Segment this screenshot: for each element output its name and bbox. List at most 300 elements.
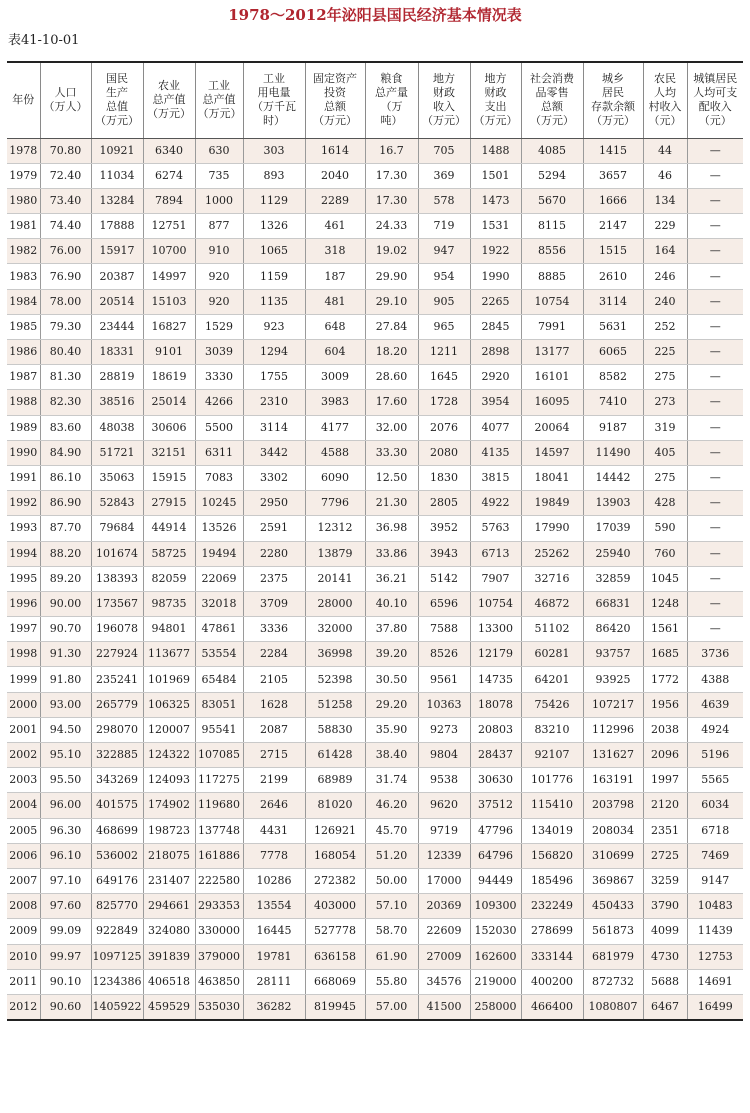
table-cell: 3336 — [243, 617, 305, 642]
table-cell: 4177 — [305, 415, 365, 440]
table-cell: 10754 — [470, 591, 521, 616]
table-cell: 604 — [305, 340, 365, 365]
table-cell: 18331 — [91, 340, 143, 365]
table-cell: 82.30 — [40, 390, 91, 415]
table-cell: 275 — [643, 465, 687, 490]
table-cell: 51721 — [91, 440, 143, 465]
table-cell: 590 — [643, 516, 687, 541]
table-cell: 65484 — [195, 667, 243, 692]
table-cell: 10363 — [418, 692, 470, 717]
table-row — [7, 743, 743, 768]
table-cell: 369 — [418, 163, 470, 188]
year-cell: 1995 — [7, 566, 40, 591]
table-cell: 6467 — [643, 994, 687, 1020]
table-row — [7, 516, 743, 541]
table-cell: 7588 — [418, 617, 470, 642]
table-cell: 13879 — [305, 541, 365, 566]
table-row — [7, 390, 743, 415]
table-cell: 12312 — [305, 516, 365, 541]
table-cell: 2105 — [243, 667, 305, 692]
table-cell: 11034 — [91, 163, 143, 188]
table-cell: 187 — [305, 264, 365, 289]
table-cell: 1248 — [643, 591, 687, 616]
table-cell: 32859 — [583, 566, 643, 591]
table-cell: 3657 — [583, 163, 643, 188]
table-cell: 630 — [195, 138, 243, 163]
table-cell: — — [687, 340, 743, 365]
table-cell: 231407 — [143, 868, 195, 893]
table-cell: 19.02 — [365, 239, 418, 264]
table-cell: 705 — [418, 138, 470, 163]
table-cell: 3114 — [583, 289, 643, 314]
table-cell: 10483 — [687, 894, 743, 919]
table-cell: 401575 — [91, 793, 143, 818]
table-cell: 25262 — [521, 541, 583, 566]
table-cell: 30606 — [143, 415, 195, 440]
table-cell: 7907 — [470, 566, 521, 591]
table-cell: 98735 — [143, 591, 195, 616]
table-cell: 30630 — [470, 768, 521, 793]
table-cell: 319 — [643, 415, 687, 440]
table-cell: 9804 — [418, 743, 470, 768]
table-cell: 31.74 — [365, 768, 418, 793]
table-cell: 35.90 — [365, 717, 418, 742]
table-cell: 5142 — [418, 566, 470, 591]
column-header: 国民 生产 总值 （万元） — [91, 62, 143, 138]
table-cell: 648 — [305, 314, 365, 339]
table-row — [7, 868, 743, 893]
table-cell: 9719 — [418, 818, 470, 843]
year-cell: 1997 — [7, 617, 40, 642]
page-title: 1978～2012年泌阳县国民经济基本情况表 — [228, 6, 522, 24]
table-cell: 4077 — [470, 415, 521, 440]
table-cell: — — [687, 214, 743, 239]
table-cell: 57.10 — [365, 894, 418, 919]
table-cell: 86.90 — [40, 491, 91, 516]
table-cell: 379000 — [195, 944, 243, 969]
year-cell: 1986 — [7, 340, 40, 365]
table-cell: 222580 — [195, 868, 243, 893]
table-cell: 330000 — [195, 919, 243, 944]
table-cell: 17.30 — [365, 188, 418, 213]
table-cell: 760 — [643, 541, 687, 566]
table-cell: 79.30 — [40, 314, 91, 339]
table-cell: 27915 — [143, 491, 195, 516]
table-cell: 9147 — [687, 868, 743, 893]
table-cell: 20387 — [91, 264, 143, 289]
table-cell: 5500 — [195, 415, 243, 440]
year-cell: 1978 — [7, 138, 40, 163]
table-cell: 450433 — [583, 894, 643, 919]
table-cell: 1531 — [470, 214, 521, 239]
table-row — [7, 214, 743, 239]
table-cell: 44 — [643, 138, 687, 163]
table-cell: 400200 — [521, 969, 583, 994]
table-cell: 229 — [643, 214, 687, 239]
table-cell: 126921 — [305, 818, 365, 843]
table-cell: 17039 — [583, 516, 643, 541]
table-cell: 466400 — [521, 994, 583, 1020]
table-cell: 5294 — [521, 163, 583, 188]
table-cell: 36.21 — [365, 566, 418, 591]
table-cell: 4730 — [643, 944, 687, 969]
table-cell: 78.00 — [40, 289, 91, 314]
table-cell: 22069 — [195, 566, 243, 591]
table-cell: 107085 — [195, 743, 243, 768]
table-cell: 35063 — [91, 465, 143, 490]
table-cell: 76.90 — [40, 264, 91, 289]
table-cell: 117275 — [195, 768, 243, 793]
table-cell: 22609 — [418, 919, 470, 944]
table-cell: 1211 — [418, 340, 470, 365]
table-cell: 28437 — [470, 743, 521, 768]
table-cell: 70.80 — [40, 138, 91, 163]
table-cell: 668069 — [305, 969, 365, 994]
table-cell: 4431 — [243, 818, 305, 843]
table-cell: 922849 — [91, 919, 143, 944]
table-row — [7, 667, 743, 692]
table-cell: 649176 — [91, 868, 143, 893]
table-cell: 303 — [243, 138, 305, 163]
table-cell: 391839 — [143, 944, 195, 969]
table-cell: 32151 — [143, 440, 195, 465]
table-cell: 235241 — [91, 667, 143, 692]
table-cell: 2898 — [470, 340, 521, 365]
table-cell: 1473 — [470, 188, 521, 213]
table-cell: 6718 — [687, 818, 743, 843]
table-cell: 93925 — [583, 667, 643, 692]
table-cell: 11490 — [583, 440, 643, 465]
table-cell: 561873 — [583, 919, 643, 944]
table-cell: 55.80 — [365, 969, 418, 994]
table-cell: 38516 — [91, 390, 143, 415]
table-cell: 3709 — [243, 591, 305, 616]
table-row — [7, 994, 743, 1020]
table-row — [7, 566, 743, 591]
column-header: 地方 财政 收入 （万元） — [418, 62, 470, 138]
table-row — [7, 793, 743, 818]
table-cell: 954 — [418, 264, 470, 289]
table-row — [7, 692, 743, 717]
table-cell: 79684 — [91, 516, 143, 541]
table-cell: — — [687, 491, 743, 516]
table-cell: 134 — [643, 188, 687, 213]
table-cell: 536002 — [91, 843, 143, 868]
table-cell: 333144 — [521, 944, 583, 969]
table-cell: 258000 — [470, 994, 521, 1020]
table-cell: 3039 — [195, 340, 243, 365]
table-cell: 14691 — [687, 969, 743, 994]
table-cell: 681979 — [583, 944, 643, 969]
table-cell: 1488 — [470, 138, 521, 163]
table-row — [7, 138, 743, 163]
table-cell: 2375 — [243, 566, 305, 591]
table-cell: 32.00 — [365, 415, 418, 440]
table-cell: 37.80 — [365, 617, 418, 642]
column-header: 农业 总产值 （万元） — [143, 62, 195, 138]
table-cell: 97.60 — [40, 894, 91, 919]
table-cell: 90.00 — [40, 591, 91, 616]
table-cell: — — [687, 617, 743, 642]
table-cell: 272382 — [305, 868, 365, 893]
table-cell: 86420 — [583, 617, 643, 642]
table-cell: 51.20 — [365, 843, 418, 868]
table-cell: 60281 — [521, 642, 583, 667]
table-cell: 14597 — [521, 440, 583, 465]
year-cell: 2012 — [7, 994, 40, 1020]
table-number: 表41-10-01 — [8, 33, 80, 48]
table-cell: 1415 — [583, 138, 643, 163]
table-cell: 905 — [418, 289, 470, 314]
table-cell: 6596 — [418, 591, 470, 616]
table-cell: — — [687, 390, 743, 415]
table-cell: 6274 — [143, 163, 195, 188]
table-cell: 2805 — [418, 491, 470, 516]
table-cell: 51102 — [521, 617, 583, 642]
economy-table — [7, 61, 743, 1021]
table-cell: 84.90 — [40, 440, 91, 465]
table-cell: 95.50 — [40, 768, 91, 793]
table-cell: 4922 — [470, 491, 521, 516]
table-row — [7, 440, 743, 465]
table-cell: 2610 — [583, 264, 643, 289]
table-row — [7, 944, 743, 969]
table-cell: — — [687, 440, 743, 465]
table-cell: 87.70 — [40, 516, 91, 541]
table-cell: 48038 — [91, 415, 143, 440]
table-cell: 2920 — [470, 365, 521, 390]
year-cell: 1999 — [7, 667, 40, 692]
table-cell: 1755 — [243, 365, 305, 390]
table-cell: 96.30 — [40, 818, 91, 843]
table-cell: 46 — [643, 163, 687, 188]
table-cell: — — [687, 314, 743, 339]
table-cell: 96.00 — [40, 793, 91, 818]
table-cell: 1830 — [418, 465, 470, 490]
column-header: 城乡 居民 存款余额 （万元） — [583, 62, 643, 138]
header-row — [7, 62, 743, 138]
table-cell: 19781 — [243, 944, 305, 969]
table-row — [7, 717, 743, 742]
year-cell: 1994 — [7, 541, 40, 566]
table-cell: 4588 — [305, 440, 365, 465]
table-cell: 97.10 — [40, 868, 91, 893]
table-cell: 12.50 — [365, 465, 418, 490]
table-row — [7, 843, 743, 868]
table-cell: 535030 — [195, 994, 243, 1020]
table-cell: 27009 — [418, 944, 470, 969]
table-cell: 1529 — [195, 314, 243, 339]
table-cell: 163191 — [583, 768, 643, 793]
table-cell: 81.30 — [40, 365, 91, 390]
table-cell: — — [687, 415, 743, 440]
table-cell: 8556 — [521, 239, 583, 264]
year-cell: 2001 — [7, 717, 40, 742]
table-cell: 405 — [643, 440, 687, 465]
table-cell: 4924 — [687, 717, 743, 742]
table-cell: 13903 — [583, 491, 643, 516]
table-cell: 12753 — [687, 944, 743, 969]
table-cell: 7778 — [243, 843, 305, 868]
table-cell: 93.00 — [40, 692, 91, 717]
table-cell: 196078 — [91, 617, 143, 642]
table-cell: 1990 — [470, 264, 521, 289]
table-cell: 51258 — [305, 692, 365, 717]
table-cell: — — [687, 516, 743, 541]
table-cell: 15917 — [91, 239, 143, 264]
table-cell: 164 — [643, 239, 687, 264]
table-cell: 4639 — [687, 692, 743, 717]
table-cell: 2284 — [243, 642, 305, 667]
table-cell: 115410 — [521, 793, 583, 818]
table-cell: 89.20 — [40, 566, 91, 591]
table-cell: 1097125 — [91, 944, 143, 969]
table-cell: 91.80 — [40, 667, 91, 692]
table-cell: 32716 — [521, 566, 583, 591]
column-header: 固定资产 投资 总额 （万元） — [305, 62, 365, 138]
table-cell: 1294 — [243, 340, 305, 365]
table-cell: 25940 — [583, 541, 643, 566]
table-cell: 3302 — [243, 465, 305, 490]
table-cell: 14997 — [143, 264, 195, 289]
table-cell: 16101 — [521, 365, 583, 390]
table-cell: 2096 — [643, 743, 687, 768]
table-cell: 7083 — [195, 465, 243, 490]
table-cell: 294661 — [143, 894, 195, 919]
table-cell: 58725 — [143, 541, 195, 566]
table-row — [7, 491, 743, 516]
table-cell: — — [687, 289, 743, 314]
table-cell: 28819 — [91, 365, 143, 390]
table-cell: 50.00 — [365, 868, 418, 893]
table-cell: 28.60 — [365, 365, 418, 390]
table-cell: 66831 — [583, 591, 643, 616]
table-cell: 318 — [305, 239, 365, 264]
year-cell: 1985 — [7, 314, 40, 339]
table-cell: 872732 — [583, 969, 643, 994]
table-cell: 46.20 — [365, 793, 418, 818]
table-cell: 6034 — [687, 793, 743, 818]
year-cell: 2005 — [7, 818, 40, 843]
table-cell: 28000 — [305, 591, 365, 616]
table-cell: 406518 — [143, 969, 195, 994]
table-cell: 965 — [418, 314, 470, 339]
table-cell: 920 — [195, 289, 243, 314]
table-cell: 40.10 — [365, 591, 418, 616]
table-cell: 403000 — [305, 894, 365, 919]
table-cell: 113677 — [143, 642, 195, 667]
table-cell: 101776 — [521, 768, 583, 793]
table-cell: 17990 — [521, 516, 583, 541]
table-cell: 28111 — [243, 969, 305, 994]
table-cell: 73.40 — [40, 188, 91, 213]
table-cell: 1645 — [418, 365, 470, 390]
table-cell: 825770 — [91, 894, 143, 919]
table-cell: 246 — [643, 264, 687, 289]
table-cell: 5565 — [687, 768, 743, 793]
table-cell: 33.30 — [365, 440, 418, 465]
table-cell: 16499 — [687, 994, 743, 1020]
table-cell: — — [687, 566, 743, 591]
table-cell: 173567 — [91, 591, 143, 616]
table-cell: 324080 — [143, 919, 195, 944]
table-cell: 278699 — [521, 919, 583, 944]
table-cell: 4266 — [195, 390, 243, 415]
table-cell: 2591 — [243, 516, 305, 541]
table-cell: 463850 — [195, 969, 243, 994]
table-cell: 5631 — [583, 314, 643, 339]
table-cell: 232249 — [521, 894, 583, 919]
table-cell: 8115 — [521, 214, 583, 239]
table-cell: 47796 — [470, 818, 521, 843]
table-cell: 1080807 — [583, 994, 643, 1020]
table-row — [7, 340, 743, 365]
table-cell: 1129 — [243, 188, 305, 213]
table-cell: 76.00 — [40, 239, 91, 264]
table-cell: 3790 — [643, 894, 687, 919]
table-cell: 86.10 — [40, 465, 91, 490]
table-cell: 17.60 — [365, 390, 418, 415]
year-cell: 2002 — [7, 743, 40, 768]
table-cell: 131627 — [583, 743, 643, 768]
table-cell: 1234386 — [91, 969, 143, 994]
year-cell: 2011 — [7, 969, 40, 994]
table-cell: 14735 — [470, 667, 521, 692]
table-cell: 3009 — [305, 365, 365, 390]
table-cell: 61428 — [305, 743, 365, 768]
table-cell: 47861 — [195, 617, 243, 642]
table-row — [7, 642, 743, 667]
table-cell: 10921 — [91, 138, 143, 163]
table-cell: 2950 — [243, 491, 305, 516]
year-cell: 1992 — [7, 491, 40, 516]
table-cell: 10700 — [143, 239, 195, 264]
table-cell: 23444 — [91, 314, 143, 339]
table-cell: 2080 — [418, 440, 470, 465]
year-cell: 1998 — [7, 642, 40, 667]
table-cell: 94449 — [470, 868, 521, 893]
table-cell: 58830 — [305, 717, 365, 742]
table-cell: 2289 — [305, 188, 365, 213]
table-cell: 3114 — [243, 415, 305, 440]
table-cell: — — [687, 465, 743, 490]
table-cell: 735 — [195, 163, 243, 188]
table-cell: 101674 — [91, 541, 143, 566]
table-cell: 1628 — [243, 692, 305, 717]
table-cell: — — [687, 138, 743, 163]
year-cell: 2008 — [7, 894, 40, 919]
table-cell: 16.7 — [365, 138, 418, 163]
table-cell: 923 — [243, 314, 305, 339]
table-cell: 6090 — [305, 465, 365, 490]
table-row — [7, 239, 743, 264]
table-row — [7, 264, 743, 289]
table-cell: 1614 — [305, 138, 365, 163]
table-cell: 1065 — [243, 239, 305, 264]
table-cell: 88.20 — [40, 541, 91, 566]
year-cell: 1982 — [7, 239, 40, 264]
table-cell: — — [687, 365, 743, 390]
table-cell: 578 — [418, 188, 470, 213]
table-cell: 6713 — [470, 541, 521, 566]
table-cell: 46872 — [521, 591, 583, 616]
table-cell: 5763 — [470, 516, 521, 541]
table-cell: 92107 — [521, 743, 583, 768]
table-cell: 920 — [195, 264, 243, 289]
table-cell: 4388 — [687, 667, 743, 692]
table-cell: 34576 — [418, 969, 470, 994]
table-cell: 83.60 — [40, 415, 91, 440]
